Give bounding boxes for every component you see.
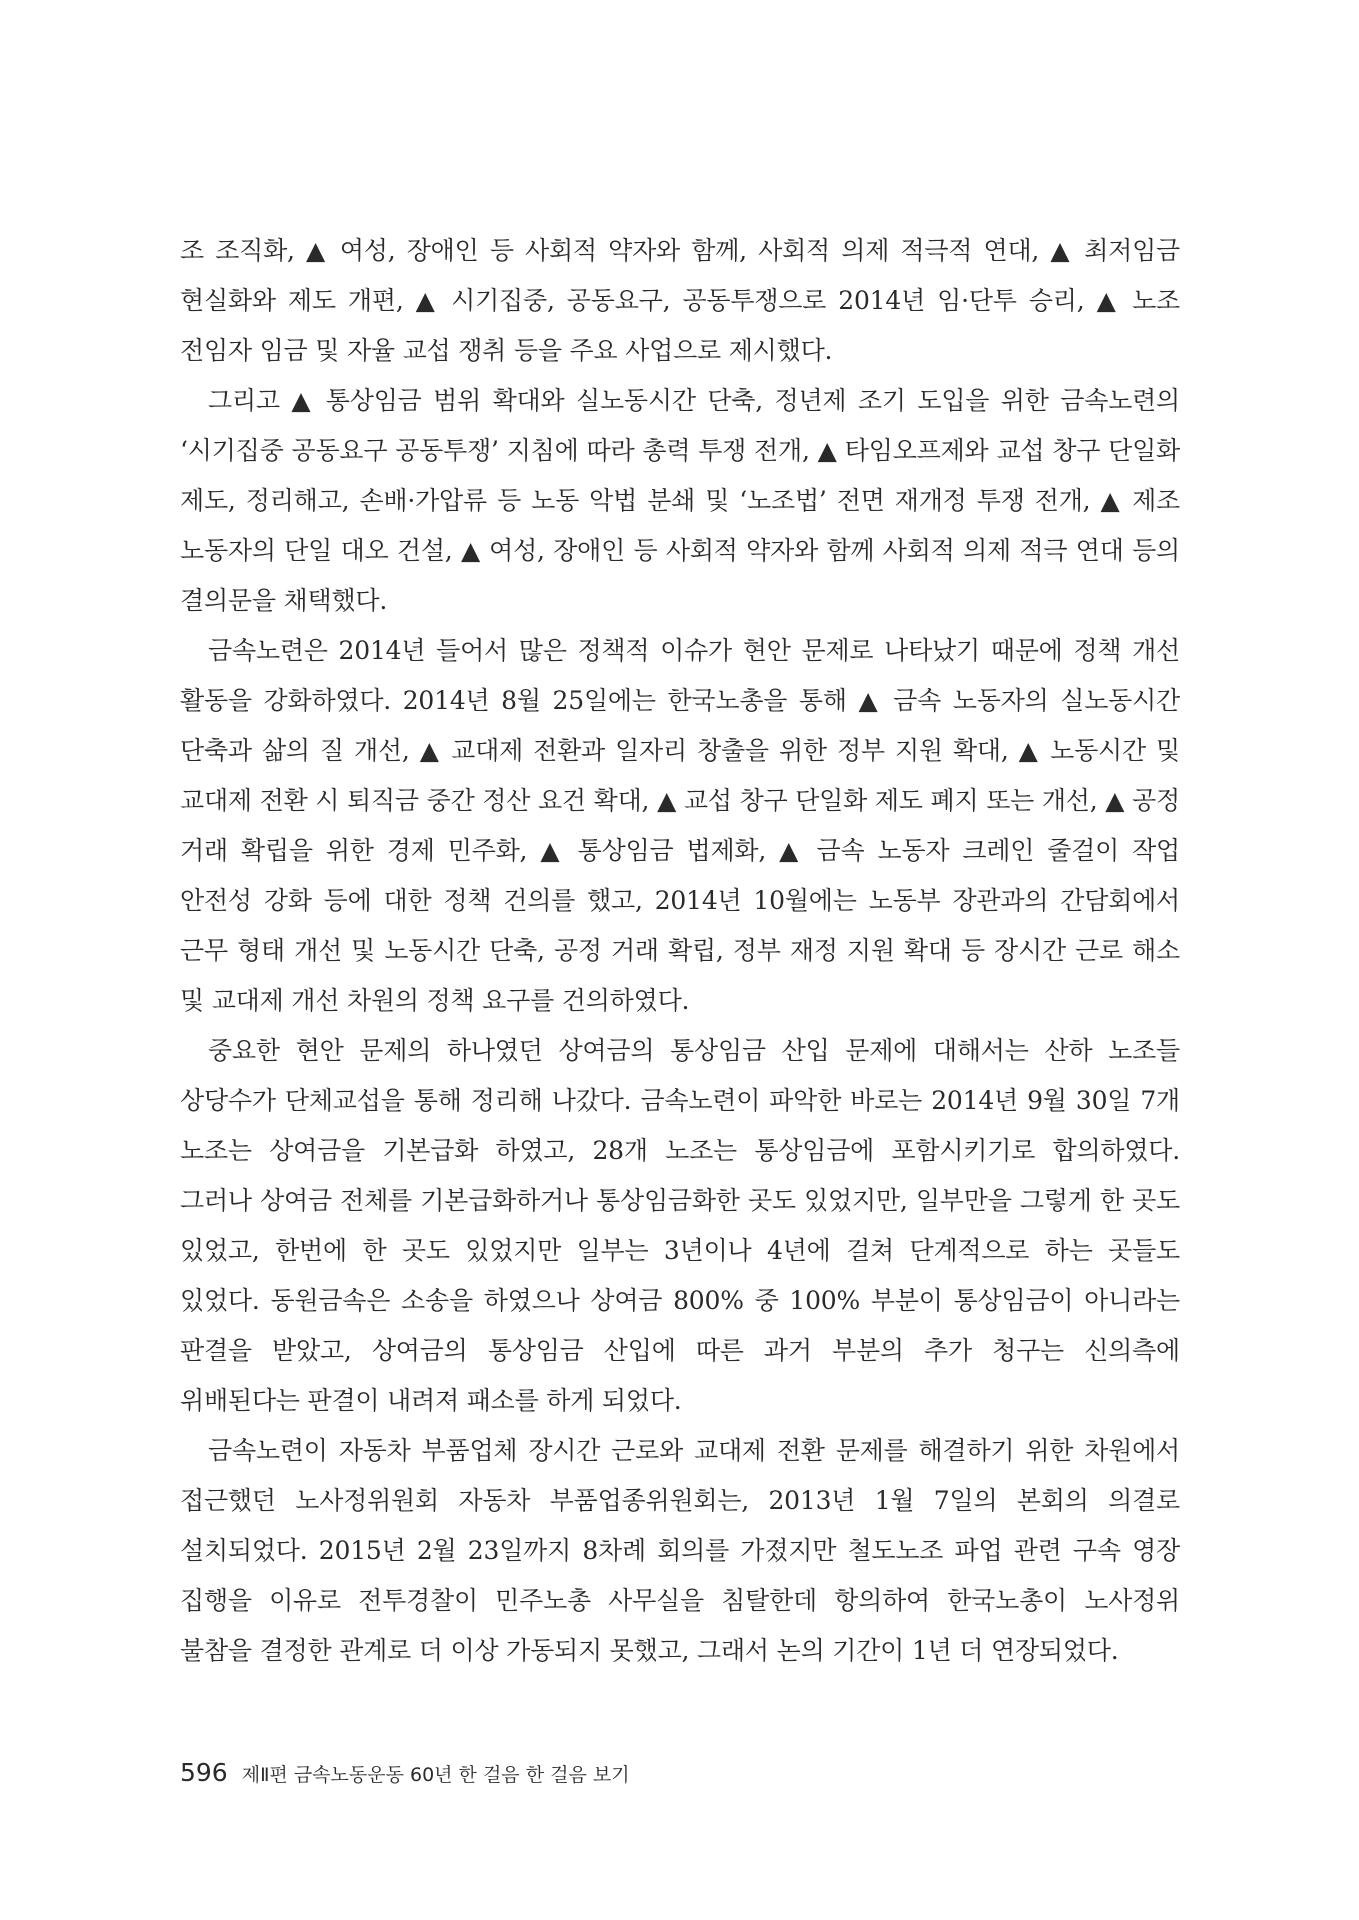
running-title: 제Ⅱ편 금속노동운동 60년 한 걸음 한 걸음 보기	[241, 1764, 630, 1786]
paragraph-continued: 조 조직화, ▲ 여성, 장애인 등 사회적 약자와 함께, 사회적 의제 적극적 연대, ▲ 최저임금 현실화와 제도 개편, ▲ 시기집중, 공동요구, 공동투쟁으로 2014년 임·단투 승리, ▲ 노조 전임자 임금 및 자율 교섭 쟁취 등을 주요 사업으로 제시했다.	[180, 236, 1180, 365]
paragraph-auto-parts-committee: 금속노련이 자동차 부품업체 장시간 근로와 교대제 전환 문제를 해결하기 위한 차원에서 접근했던 노사정위원회 자동차 부품업종위원회는, 2013년 1월 7일의 본회의 의결로 설치되었다. 2015년 2월 23일까지 8차례 회의를 가졌지만 철도노조 파업 관련 구속 영장 집행을 이유로 전투경찰이 민주노총 사무실을 침탈한데 항의하여 한국노총이 노사정위 불참을 결정한 관계로 더 이상 가동되지 못했고, 그래서 논의 기간이 1년 더 연장되었다.	[180, 1436, 1180, 1665]
paragraph-resolutions: 그리고 ▲ 통상임금 범위 확대와 실노동시간 단축, 정년제 조기 도입을 위한 금속노련의 ‘시기집중 공동요구 공동투쟁’ 지침에 따라 총력 투쟁 전개, ▲ 타임오프제와 교섭 창구 단일화 제도, 정리해고, 손배·가압류 등 노동 악법 분쇄 및 ‘노조법’ 전면 재개정 투쟁 전개, ▲ 제조 노동자의 단일 대오 건설, ▲ 여성, 장애인 등 사회적 약자와 함께 사회적 의제 적극 연대 등의 결의문을 채택했다.	[180, 386, 1180, 615]
page-number: 596	[180, 1758, 228, 1787]
paragraph-policy-activities: 금속노련은 2014년 들어서 많은 정책적 이슈가 현안 문제로 나타났기 때문에 정책 개선 활동을 강화하였다. 2014년 8월 25일에는 한국노총을 통해 ▲ 금속 노동자의 실노동시간 단축과 삶의 질 개선, ▲ 교대제 전환과 일자리 창출을 위한 정부 지원 확대, ▲ 노동시간 및 교대제 전환 시 퇴직금 중간 정산 요건 확대, ▲ 교섭 창구 단일화 제도 폐지 또는 개선, ▲ 공정 거래 확립을 위한 경제 민주화, ▲ 통상임금 법제화, ▲ 금속 노동자 크레인 줄걸이 작업 안전성 강화 등에 대한 정책 건의를 했고, 2014년 10월에는 노동부 장관과의 간담회에서 근무 형태 개선 및 노동시간 단축, 공정 거래 확립, 정부 재정 지원 확대 등 장시간 근로 해소 및 교대제 개선 차원의 정책 요구를 건의하였다.	[180, 636, 1181, 1015]
page-footer	[180, 1758, 630, 1798]
paragraph-ordinary-wage: 중요한 현안 문제의 하나였던 상여금의 통상임금 산입 문제에 대해서는 산하 노조들 상당수가 단체교섭을 통해 정리해 나갔다. 금속노련이 파악한 바로는 2014년 9월 30일 7개 노조는 상여금을 기본급화 하였고, 28개 노조는 통상임금에 포함시키기로 합의하였다. 그러나 상여금 전체를 기본급화하거나 통상임금화한 곳도 있었지만, 일부만을 그렇게 한 곳도 있었고, 한번에 한 곳도 있었지만 일부는 3년이나 4년에 걸쳐 단계적으로 하는 곳들도 있었다. 동원금속은 소송을 하였으나 상여금 800% 중 100% 부분이 통상임금이 아니라는 판결을 받았고, 상여금의 통상임금 산입에 따른 과거 부분의 추가 청구는 신의측에 위배된다는 판결이 내려져 패소를 하게 되었다.	[180, 1036, 1180, 1415]
body-text	[180, 226, 1180, 1676]
